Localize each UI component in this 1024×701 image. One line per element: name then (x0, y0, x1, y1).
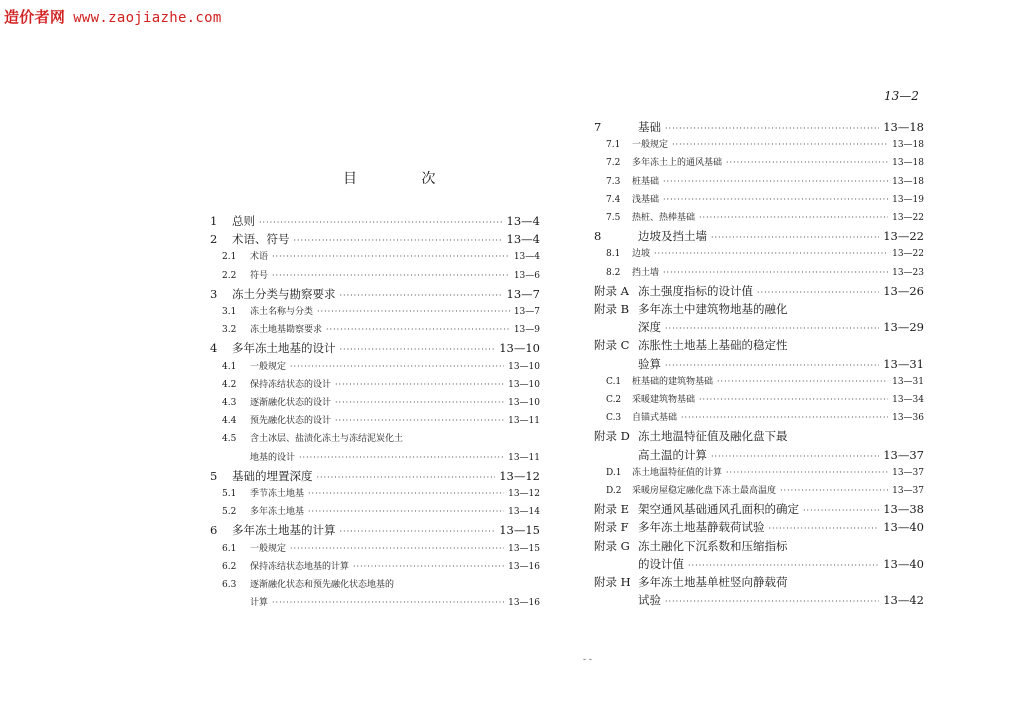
toc-leader-dots (308, 507, 504, 516)
toc-leader-dots (340, 527, 496, 536)
toc-entry-page: 13—22 (892, 213, 924, 223)
toc-entry-page: 13—10 (499, 341, 540, 356)
toc-leader-dots (726, 468, 888, 477)
toc-leader-dots (757, 288, 879, 297)
toc-entry-number: 附录 E (594, 502, 630, 517)
toc-entry[interactable] (210, 322, 540, 340)
toc-entry-title: 多年冻土地基单桩竖向静载荷 (638, 575, 788, 589)
toc-entry[interactable] (210, 359, 540, 377)
toc-leader-dots (688, 561, 879, 570)
toc-entry-number: 8 (594, 229, 602, 244)
toc-entry-title: 桩基础的建筑物基础 (632, 376, 714, 387)
toc-entry-title: 冻土融化下沉系数和压缩指标 (638, 538, 788, 553)
toc-entry-number: 6.1 (222, 543, 237, 554)
toc-entry-page: 13—19 (892, 194, 924, 205)
toc-entry-title: 边坡及挡土墙 (638, 229, 707, 244)
toc-entry-title: 高土温的计算 (638, 447, 707, 462)
toc-entry-title: 一般规定 (250, 361, 287, 372)
toc-entry-page: 13—9 (513, 325, 540, 336)
toc-entry-page: 13—29 (883, 320, 924, 335)
toc-entry-page: 13—11 (508, 416, 540, 427)
toc-entry[interactable] (594, 501, 924, 519)
toc-entry[interactable] (210, 377, 540, 395)
toc-entry[interactable] (594, 283, 924, 301)
toc-entry-page: 13—7 (513, 307, 540, 317)
toc-entry-title: 边坡 (632, 249, 651, 260)
toc-entry[interactable] (594, 483, 924, 501)
toc-entry[interactable] (594, 337, 924, 355)
toc-leader-dots (272, 252, 510, 261)
toc-entry-number: C.1 (606, 376, 622, 387)
toc-entry-title: 一般规定 (632, 140, 669, 151)
toc-entry-title: 保持冻结状态的设计 (250, 379, 332, 390)
toc-entry[interactable] (594, 574, 924, 592)
toc-entry-page: 13—12 (508, 489, 540, 499)
toc-entry-number: 附录 C (594, 338, 630, 353)
toc-entry-page: 13—16 (508, 598, 540, 609)
toc-entry-title: 多年冻土地基的计算 (232, 523, 336, 538)
toc-entry-number: 4.1 (222, 361, 237, 372)
toc-entry-title: 架空通风基础通风孔面积的确定 (638, 502, 799, 517)
toc-entry[interactable] (594, 392, 924, 410)
toc-entry-number: 8.1 (606, 249, 621, 260)
toc-entry[interactable] (594, 301, 924, 319)
toc-leader-dots (663, 195, 888, 204)
toc-entry-page: 13—18 (892, 158, 924, 169)
toc-leader-dots (780, 486, 888, 495)
toc-entry-number: 6 (210, 523, 218, 538)
toc-entry[interactable] (594, 519, 924, 537)
toc-entry-title: 冻土强度指标的设计值 (638, 283, 753, 298)
toc-entry[interactable] (594, 447, 924, 465)
toc-entry-number: 7.3 (606, 176, 621, 187)
toc-entry-number: 附录 A (594, 283, 629, 298)
toc-entry-title: 挡土墙 (632, 267, 660, 278)
toc-entry-page: 13—31 (892, 376, 924, 387)
toc-entry[interactable] (210, 541, 540, 559)
toc-leader-dots (326, 325, 510, 334)
toc-entry[interactable] (594, 265, 924, 283)
toc-entry-title: 多年冻土上的通风基础 (632, 158, 723, 169)
toc-entry-title: 季节冻土地基 (250, 489, 305, 499)
toc-entry[interactable] (594, 174, 924, 192)
toc-entry-title: 术语 (250, 252, 269, 263)
toc-entry-title: 采暖房屋稳定融化盘下冻土最高温度 (632, 486, 777, 496)
toc-leader-dots (290, 362, 504, 371)
toc-entry[interactable] (594, 228, 924, 246)
toc-entry-title: 冻胀性土地基上基础的稳定性 (638, 338, 788, 353)
toc-leader-dots (317, 473, 496, 482)
toc-entry-title: 浅基础 (632, 194, 660, 205)
toc-entry-page: 13—10 (508, 398, 540, 408)
toc-entry-title: 的设计值 (638, 556, 684, 571)
toc-leader-dots (711, 233, 879, 242)
toc-entry[interactable] (210, 231, 540, 249)
toc-entry[interactable] (210, 468, 540, 486)
toc-entry-number: C.3 (606, 413, 622, 424)
toc-entry-number: 3.2 (222, 325, 237, 336)
toc-entry-title: 逐渐融化状态的设计 (250, 398, 332, 408)
toc-entry-title: 采暖建筑物基础 (632, 395, 696, 405)
toc-entry-number: 附录 B (594, 302, 630, 316)
toc-entry-title: 术语、符号 (232, 232, 290, 247)
toc-entry-number: C.2 (606, 395, 622, 405)
toc-entry-title: 基础 (638, 120, 661, 134)
toc-entry-title: 冻土地温特征值及融化盘下最 (638, 429, 788, 444)
watermark-url[interactable]: www.zaojiazhe.com (73, 10, 222, 26)
toc-entry-title: 多年冻土中建筑物地基的融化 (638, 302, 788, 316)
toc-leader-dots (335, 380, 504, 389)
toc-leader-dots (665, 124, 879, 133)
toc-entry-number: 2.2 (222, 270, 237, 281)
toc-entry-number: 5.1 (222, 489, 237, 499)
toc-entry-title: 基础的埋置深度 (232, 468, 313, 483)
watermark-site-name: 造价者网 (4, 8, 66, 26)
toc-leader-dots (672, 140, 888, 149)
toc-entry-page: 13—10 (508, 379, 540, 390)
toc-entry-number: 7.4 (606, 194, 621, 205)
toc-leader-dots (665, 597, 879, 606)
toc-leader-dots (663, 177, 888, 186)
toc-entry-title: 预先融化状态的设计 (250, 416, 332, 427)
toc-entry-title: 保持冻结状态地基的计算 (250, 561, 350, 572)
toc-entry-title: 自锚式基础 (632, 413, 678, 424)
toc-entry[interactable] (210, 268, 540, 286)
toc-entry-title: 深度 (638, 320, 661, 335)
toc-entry-page: 13—37 (883, 447, 924, 462)
toc-entry-page: 13—22 (892, 249, 924, 260)
toc-entry[interactable] (594, 356, 924, 374)
toc-title: 目 次 (343, 171, 466, 187)
toc-entry-number: 7 (594, 120, 602, 134)
toc-entry-page: 13—18 (883, 120, 924, 134)
toc-entry-title: 地基的设计 (250, 452, 296, 463)
toc-entry[interactable] (594, 119, 924, 137)
toc-entry-number: 附录 F (594, 520, 629, 535)
toc-entry-number: 附录 G (594, 538, 630, 553)
toc-leader-dots (294, 236, 503, 245)
toc-leader-dots (663, 268, 888, 277)
toc-entry-page: 13—37 (892, 486, 924, 496)
toc-entry-title: 桩基础 (632, 176, 660, 187)
toc-entry-page: 13—18 (892, 140, 924, 151)
toc-leader-dots (299, 453, 504, 462)
toc-entry-number: 3 (210, 286, 218, 301)
toc-entry-title: 多年冻土地基的设计 (232, 341, 336, 356)
toc-entry-title: 冻土地基勘察要求 (250, 325, 323, 336)
toc-entry-number: 4.3 (222, 398, 237, 408)
toc-entry-page: 13—16 (508, 561, 540, 572)
toc-leader-dots (665, 361, 879, 370)
toc-entry-number: 6.2 (222, 561, 237, 572)
toc-leader-dots (711, 452, 879, 461)
toc-entry-title: 符号 (250, 270, 269, 281)
toc-entry[interactable] (210, 522, 540, 540)
toc-entry[interactable] (210, 595, 540, 613)
toc-entry[interactable] (594, 246, 924, 264)
toc-entry[interactable] (210, 340, 540, 358)
toc-entry-page: 13—15 (499, 523, 540, 538)
toc-entry-page: 13—6 (513, 270, 540, 281)
toc-leader-dots (290, 544, 504, 553)
toc-entry-title: 总则 (232, 214, 255, 228)
toc-leader-dots (654, 249, 888, 258)
toc-entry[interactable] (594, 592, 924, 610)
toc-entry-number: 1 (210, 214, 218, 228)
toc-entry-page: 13—40 (883, 520, 924, 535)
toc-entry-page: 13—38 (883, 502, 924, 517)
toc-entry-number: 7.2 (606, 158, 621, 169)
toc-leader-dots (717, 377, 888, 386)
toc-entry-number: 7.1 (606, 140, 621, 151)
toc-entry[interactable] (210, 304, 540, 322)
toc-entry-number: 2.1 (222, 252, 237, 263)
toc-entry-page: 13—36 (892, 413, 924, 424)
toc-entry-title: 冻土地温特征值的计算 (632, 467, 723, 478)
toc-leader-dots (699, 213, 888, 222)
toc-entry-number: 4 (210, 341, 218, 356)
toc-leader-dots (699, 395, 888, 404)
toc-entry[interactable] (594, 538, 924, 556)
toc-entry-title: 试验 (638, 593, 661, 608)
toc-entry-page: 13—37 (892, 467, 924, 478)
toc-entry-number: 4.5 (222, 434, 237, 445)
toc-entry-number: 4.4 (222, 416, 237, 427)
toc-entry[interactable] (210, 450, 540, 468)
toc-entry-title: 含土冰层、盐渍化冻土与冻结泥炭化土 (250, 434, 404, 445)
toc-entry[interactable] (210, 395, 540, 413)
toc-entry-page: 13—22 (883, 229, 924, 244)
toc-leader-dots (665, 324, 879, 333)
toc-entry-title: 热桩、热棒基础 (632, 213, 696, 223)
toc-entry-number: 附录 D (594, 429, 630, 444)
toc-entry-page: 13—12 (499, 468, 540, 483)
toc-leader-dots (308, 489, 504, 498)
toc-entry-number: 5 (210, 468, 218, 483)
toc-entry-title: 计算 (250, 598, 269, 609)
toc-entry-page: 13—40 (883, 556, 924, 571)
toc-entry[interactable] (210, 486, 540, 504)
toc-entry-number: 6.3 (222, 580, 237, 590)
toc-entry[interactable] (210, 431, 540, 449)
toc-entry-page: 13—15 (508, 543, 540, 554)
toc-leader-dots (803, 506, 879, 515)
toc-entry-page: 13—18 (892, 176, 924, 187)
toc-entry-page: 13—26 (883, 283, 924, 298)
toc-entry[interactable] (594, 319, 924, 337)
toc-leader-dots (317, 307, 510, 316)
toc-entry-number: D.2 (606, 486, 622, 496)
footer-mark: - - (583, 655, 592, 665)
page-number: 13—2 (884, 89, 919, 103)
toc-entry[interactable] (594, 556, 924, 574)
toc-entry[interactable] (594, 410, 924, 428)
toc-leader-dots (272, 598, 504, 607)
toc-leader-dots (769, 524, 880, 533)
toc-entry-number: 附录 H (594, 575, 631, 589)
toc-leader-dots (340, 291, 503, 300)
toc-entry-page: 13—31 (883, 356, 924, 371)
toc-entry[interactable] (210, 504, 540, 522)
toc-entry[interactable] (210, 213, 540, 231)
toc-entry-title: 多年冻土地基静载荷试验 (638, 520, 765, 535)
toc-entry-page: 13—14 (508, 507, 540, 518)
toc-entry-number: 8.2 (606, 267, 621, 278)
toc-entry-title: 逐渐融化状态和预先融化状态地基的 (250, 580, 395, 590)
toc-entry-title: 验算 (638, 356, 661, 371)
toc-entry-page: 13—23 (892, 267, 924, 278)
toc-entry-number: D.1 (606, 467, 622, 478)
toc-entry-page: 13—4 (513, 252, 540, 263)
toc-leader-dots (681, 413, 888, 422)
toc-leader-dots (726, 158, 888, 167)
toc-entry-number: 7.5 (606, 213, 621, 223)
toc-leader-dots (259, 218, 503, 227)
toc-entry-title: 一般规定 (250, 543, 287, 554)
toc-entry[interactable] (210, 413, 540, 431)
toc-entry-page: 13—4 (506, 232, 540, 247)
toc-entry-page: 13—34 (892, 395, 924, 405)
toc-entry-page: 13—7 (506, 286, 540, 301)
toc-entry[interactable] (594, 192, 924, 210)
toc-entry[interactable] (594, 428, 924, 446)
toc-entry-page: 13—10 (508, 361, 540, 372)
toc-entry[interactable] (594, 210, 924, 228)
toc-entry-page: 13—4 (506, 214, 540, 228)
watermark (4, 6, 222, 27)
toc-entry[interactable] (210, 286, 540, 304)
toc-entry-number: 5.2 (222, 507, 237, 518)
toc-entry[interactable] (594, 465, 924, 483)
toc-entry-number: 3.1 (222, 307, 237, 317)
toc-leader-dots (340, 345, 496, 354)
toc-entry-page: 13—11 (508, 452, 540, 463)
toc-entry-number: 4.2 (222, 379, 237, 390)
toc-entry[interactable] (594, 155, 924, 173)
toc-entry[interactable] (594, 374, 924, 392)
toc-entry-number: 2 (210, 232, 218, 247)
toc-entry[interactable] (594, 137, 924, 155)
toc-leader-dots (335, 398, 504, 407)
toc-entry[interactable] (210, 559, 540, 577)
toc-leader-dots (335, 416, 504, 425)
toc-leader-dots (353, 562, 504, 571)
toc-entry-title: 多年冻土地基 (250, 507, 305, 518)
toc-leader-dots (272, 271, 510, 280)
toc-entry[interactable] (210, 249, 540, 267)
toc-entry-page: 13—42 (883, 593, 924, 608)
toc-entry-title: 冻土名称与分类 (250, 307, 314, 317)
toc-entry[interactable] (210, 577, 540, 595)
toc-entry-title: 冻土分类与勘察要求 (232, 286, 336, 301)
